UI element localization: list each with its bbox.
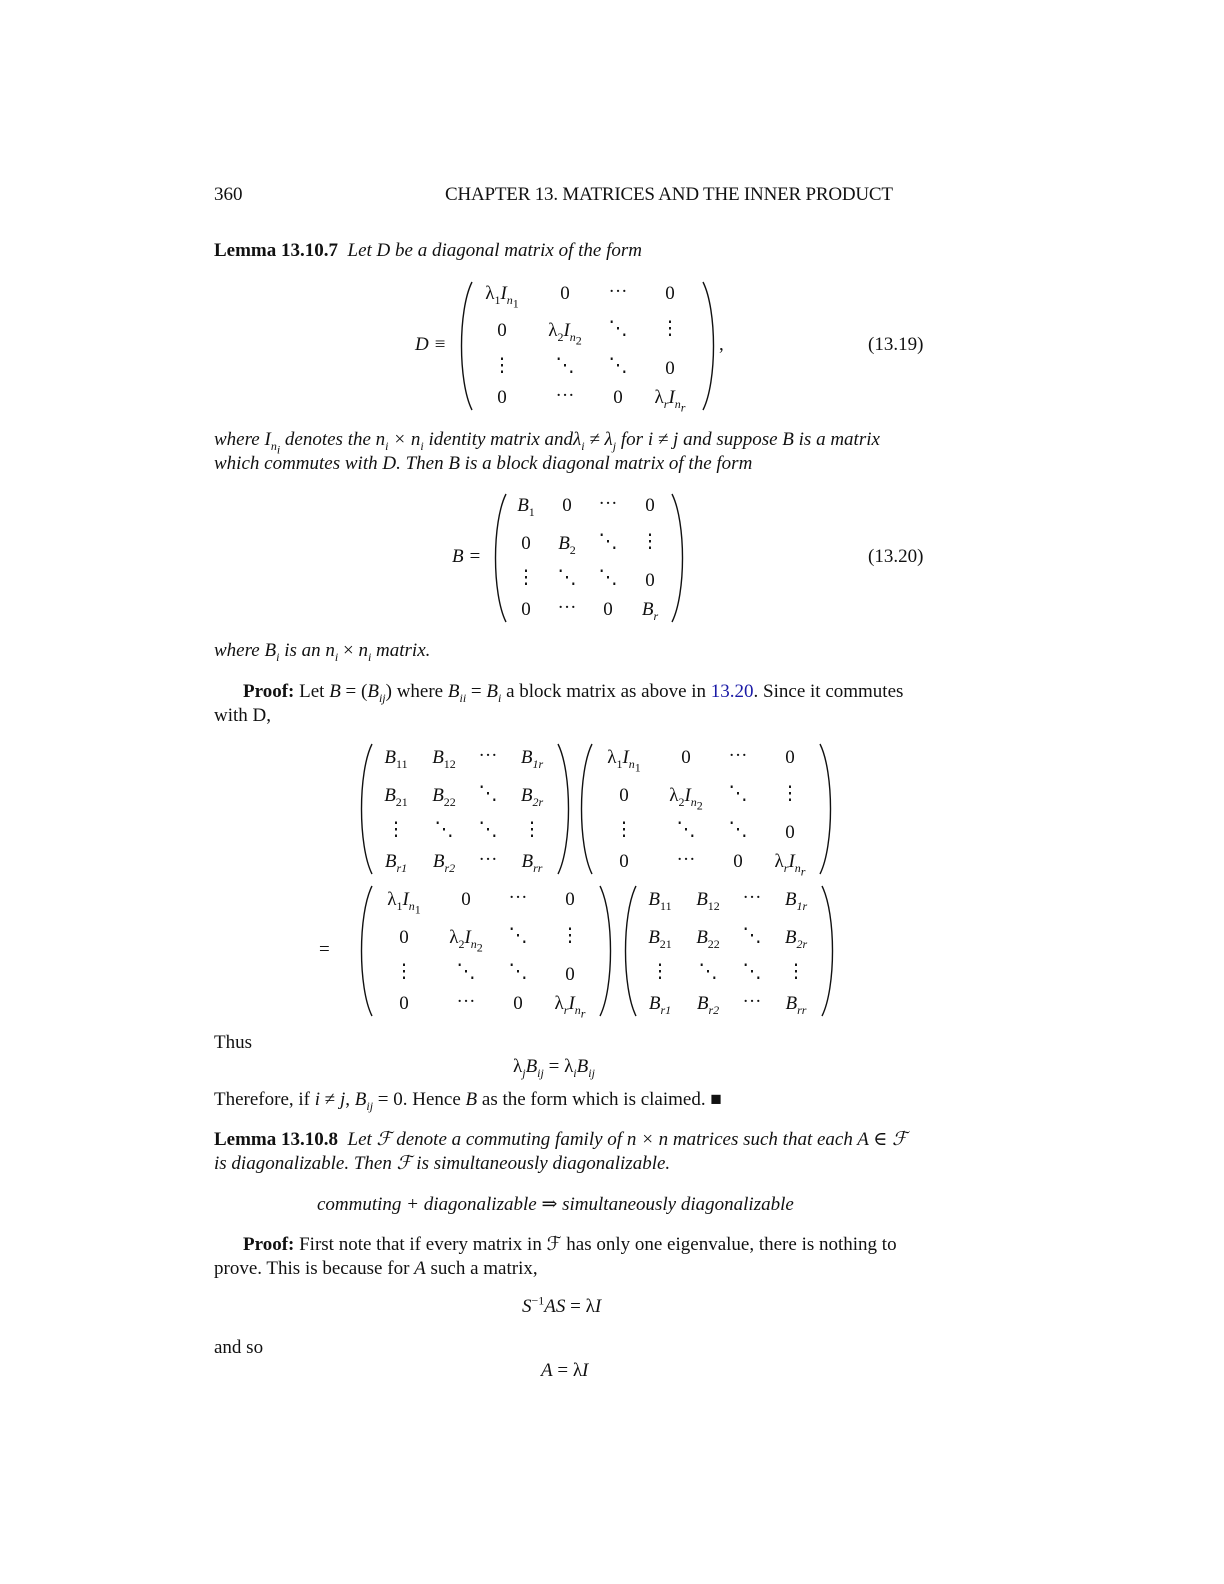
matrix-D-bottom (360, 884, 612, 1021)
lemma-13-10-8 (214, 1128, 927, 1176)
cell: $B_{1r}$ (784, 889, 808, 913)
cell: ⋱ (676, 819, 696, 841)
matrix-B-cell-23: ⋱ (598, 531, 618, 553)
matrix-D-cell-23: ⋱ (608, 318, 628, 340)
eq-13-19-comma: , (719, 334, 724, 355)
a-equals-lambda-i: A = λI (541, 1360, 589, 1381)
implication-line: commuting + diagonalizable ⇒ simultaneously diagonalizable (317, 1194, 794, 1215)
matrix-B-cell-31: ⋮ (516, 567, 536, 589)
proof-2-intro: Proof: First note that if every matrix in ℱ has only one eigenvalue, there is nothing to prove. This is because for A such a matrix, (214, 1234, 897, 1279)
matrix-B-cell-11: $B_1$ (517, 495, 535, 519)
eq-13-20-lhs: B = (452, 546, 482, 567)
cell: ⋱ (456, 961, 476, 983)
matrix-B-cell-22: $B_2$ (558, 533, 576, 557)
cell: $B_{11}$ (648, 889, 672, 913)
product-equals-sign: = (319, 939, 330, 960)
matrix-B-cell-42: ··· (557, 597, 577, 618)
proof-1-line2: with D, (214, 705, 271, 726)
cell: $B_{21}$ (384, 785, 408, 809)
matrix-B-cell-21: 0 (521, 533, 531, 554)
cell: ⋱ (742, 925, 762, 947)
qed-square: ■ (710, 1089, 722, 1110)
cell: $B_{r2}$ (432, 851, 456, 875)
cell: $B_{rr}$ (785, 993, 807, 1017)
matrix-Bij-top (360, 742, 570, 876)
cell: ⋱ (728, 819, 748, 841)
cell: $\lambda_2I_{n_2}$ (449, 927, 483, 955)
cell: ⋱ (508, 961, 528, 983)
lemma-2-line1: Let ℱ denote a commuting family of n × n matrices such that each A ∈ ℱ (347, 1129, 908, 1150)
matrix-B-cell-32: ⋱ (557, 567, 577, 589)
lambda-equation: $\lambda_jB_{ij} = \lambda_iB_{ij}$ (513, 1056, 595, 1080)
cell: ⋮ (560, 925, 580, 947)
and-so-text: and so (214, 1337, 264, 1358)
cell: ··· (508, 887, 528, 908)
matrix-D-cell-33: ⋱ (608, 355, 628, 377)
matrix-D-cell-11: $\lambda_1I_{n_1}$ (485, 283, 519, 311)
matrix-D-cell-34: 0 (665, 358, 675, 379)
cell: $B_{r2}$ (696, 993, 720, 1017)
matrix-D-cell-14: 0 (665, 283, 675, 304)
running-header: CHAPTER 13. MATRICES AND THE INNER PRODUCT (445, 184, 893, 205)
cell: ⋮ (386, 819, 406, 841)
cell: ⋱ (478, 819, 498, 841)
cell: ⋮ (394, 961, 414, 983)
proof-label: Proof: (243, 1234, 295, 1255)
matrix-B-cell-24: ⋮ (640, 531, 660, 553)
cell: $\lambda_1I_{n_1}$ (607, 747, 641, 775)
proof-label: Proof: (243, 681, 295, 702)
cell: $B_{12}$ (696, 889, 720, 913)
lemma-where-line2: which commutes with D. Then B is a block diagonal matrix of the form (214, 453, 753, 474)
thus-text: Thus (214, 1032, 252, 1053)
cell: ⋱ (434, 819, 454, 841)
cell: $B_{2r}$ (520, 785, 544, 809)
cell: 0 (785, 747, 795, 768)
cell: ⋮ (522, 819, 542, 841)
cell: ⋮ (614, 819, 634, 841)
matrix-D-cell-42: ··· (555, 385, 575, 406)
matrix-B-cell-12: 0 (562, 495, 572, 516)
eq-13-19-number: (13.19) (868, 334, 924, 355)
matrix-D-cell-24: ⋮ (660, 318, 680, 340)
lemma-label: Lemma 13.10.7 (214, 240, 339, 261)
cell: 0 (733, 851, 743, 872)
lemma-13-10-7-heading (214, 240, 642, 262)
cell: ⋮ (780, 783, 800, 805)
matrix-D-cell-41: 0 (497, 387, 507, 408)
lemma-where-clause: where $I_{n_i}$ denotes the $n_i \times n_i$ identity matrix $and\lambda_i \ne \lambda_j$ for i ≠ j and suppose B is a matrix which commutes with D. Then B is a block diagonal matrix of the form (214, 428, 927, 476)
cell: $\lambda_rI_{n_r}$ (554, 993, 586, 1021)
cell: $B_{2r}$ (784, 927, 808, 951)
cell: $B_{rr}$ (521, 851, 543, 875)
cell: ⋮ (786, 961, 806, 983)
cell: $B_{22}$ (432, 785, 456, 809)
cell: ··· (478, 849, 498, 870)
cell: $B_{22}$ (696, 927, 720, 951)
cell: 0 (399, 927, 409, 948)
matrix-B-cell-34: 0 (645, 570, 655, 591)
cell: ··· (676, 849, 696, 870)
matrix-D-cell-43: 0 (613, 387, 623, 408)
cell: 0 (513, 993, 523, 1014)
eq-13-20-number: (13.20) (868, 546, 924, 567)
cell: $B_{r1}$ (648, 993, 672, 1017)
matrix-D-cell-21: 0 (497, 320, 507, 341)
cell: 0 (619, 785, 629, 806)
page-number: 360 (214, 184, 243, 205)
cell: 0 (565, 889, 575, 910)
matrix-B-cell-44: $B_r$ (641, 599, 659, 623)
proof-1-conclusion: Therefore, if i ≠ j, $B_{ij} = 0$. Hence B as the form which is claimed. ■ (214, 1089, 722, 1113)
eq-13-20-reference[interactable]: 13.20 (710, 681, 754, 702)
matrix-D-cell-13: ··· (608, 281, 628, 302)
cell: 0 (565, 964, 575, 985)
cell: 0 (619, 851, 629, 872)
cell: $\lambda_rI_{n_r}$ (774, 851, 806, 879)
matrix-D (460, 280, 715, 415)
cell: 0 (461, 889, 471, 910)
cell: ⋱ (742, 961, 762, 983)
matrix-D-cell-31: ⋮ (492, 355, 512, 377)
lemma-2-line2: is diagonalizable. Then ℱ is simultaneously diagonalizable. (214, 1153, 671, 1174)
cell: ⋱ (728, 783, 748, 805)
eq-13-19-lhs: D ≡ (415, 334, 447, 355)
lemma-label: Lemma 13.10.8 (214, 1129, 339, 1150)
matrix-B-cell-14: 0 (645, 495, 655, 516)
cell: ··· (456, 991, 476, 1012)
similarity-equation: $S^{-1}AS = \lambda I$ (522, 1293, 602, 1317)
cell: 0 (785, 822, 795, 843)
matrix-D-cell-44: $\lambda_rI_{n_r}$ (654, 387, 686, 415)
cell: $B_{21}$ (648, 927, 672, 951)
lemma-statement: Let D be a diagonal matrix of the form (347, 240, 642, 261)
matrix-B (494, 492, 684, 624)
cell: ⋱ (698, 961, 718, 983)
cell: $B_{11}$ (384, 747, 408, 771)
cell: ··· (742, 887, 762, 908)
matrix-D-cell-12: 0 (560, 283, 570, 304)
matrix-D-top (580, 742, 832, 879)
matrix-B-cell-41: 0 (521, 599, 531, 620)
cell: ··· (478, 745, 498, 766)
cell: 0 (399, 993, 409, 1014)
matrix-Bij-bottom (624, 884, 834, 1018)
matrix-B-cell-13: ··· (598, 493, 618, 514)
matrix-D-cell-22: $\lambda_2I_{n_2}$ (548, 320, 582, 348)
cell: ⋱ (478, 783, 498, 805)
proof-1-intro: Proof: Let $B = (B_{ij})$ where $B_{ii} = B_i$ a block matrix as above in 13.20. Since it commutes with D, (214, 680, 927, 728)
cell: $\lambda_1I_{n_1}$ (387, 889, 421, 917)
matrix-B-cell-33: ⋱ (598, 567, 618, 589)
cell: $\lambda_2I_{n_2}$ (669, 785, 703, 813)
cell: ··· (742, 991, 762, 1012)
cell: $B_{12}$ (432, 747, 456, 771)
cell: 0 (681, 747, 691, 768)
cell: ⋮ (650, 961, 670, 983)
cell: $B_{r1}$ (384, 851, 408, 875)
cell: ⋱ (508, 925, 528, 947)
matrix-B-cell-43: 0 (603, 599, 613, 620)
matrix-D-cell-32: ⋱ (555, 355, 575, 377)
cell: ··· (728, 745, 748, 766)
bi-definition: where $B_i$ is an $n_i \times n_i$ matrix. (214, 640, 431, 664)
cell: $B_{1r}$ (520, 747, 544, 771)
